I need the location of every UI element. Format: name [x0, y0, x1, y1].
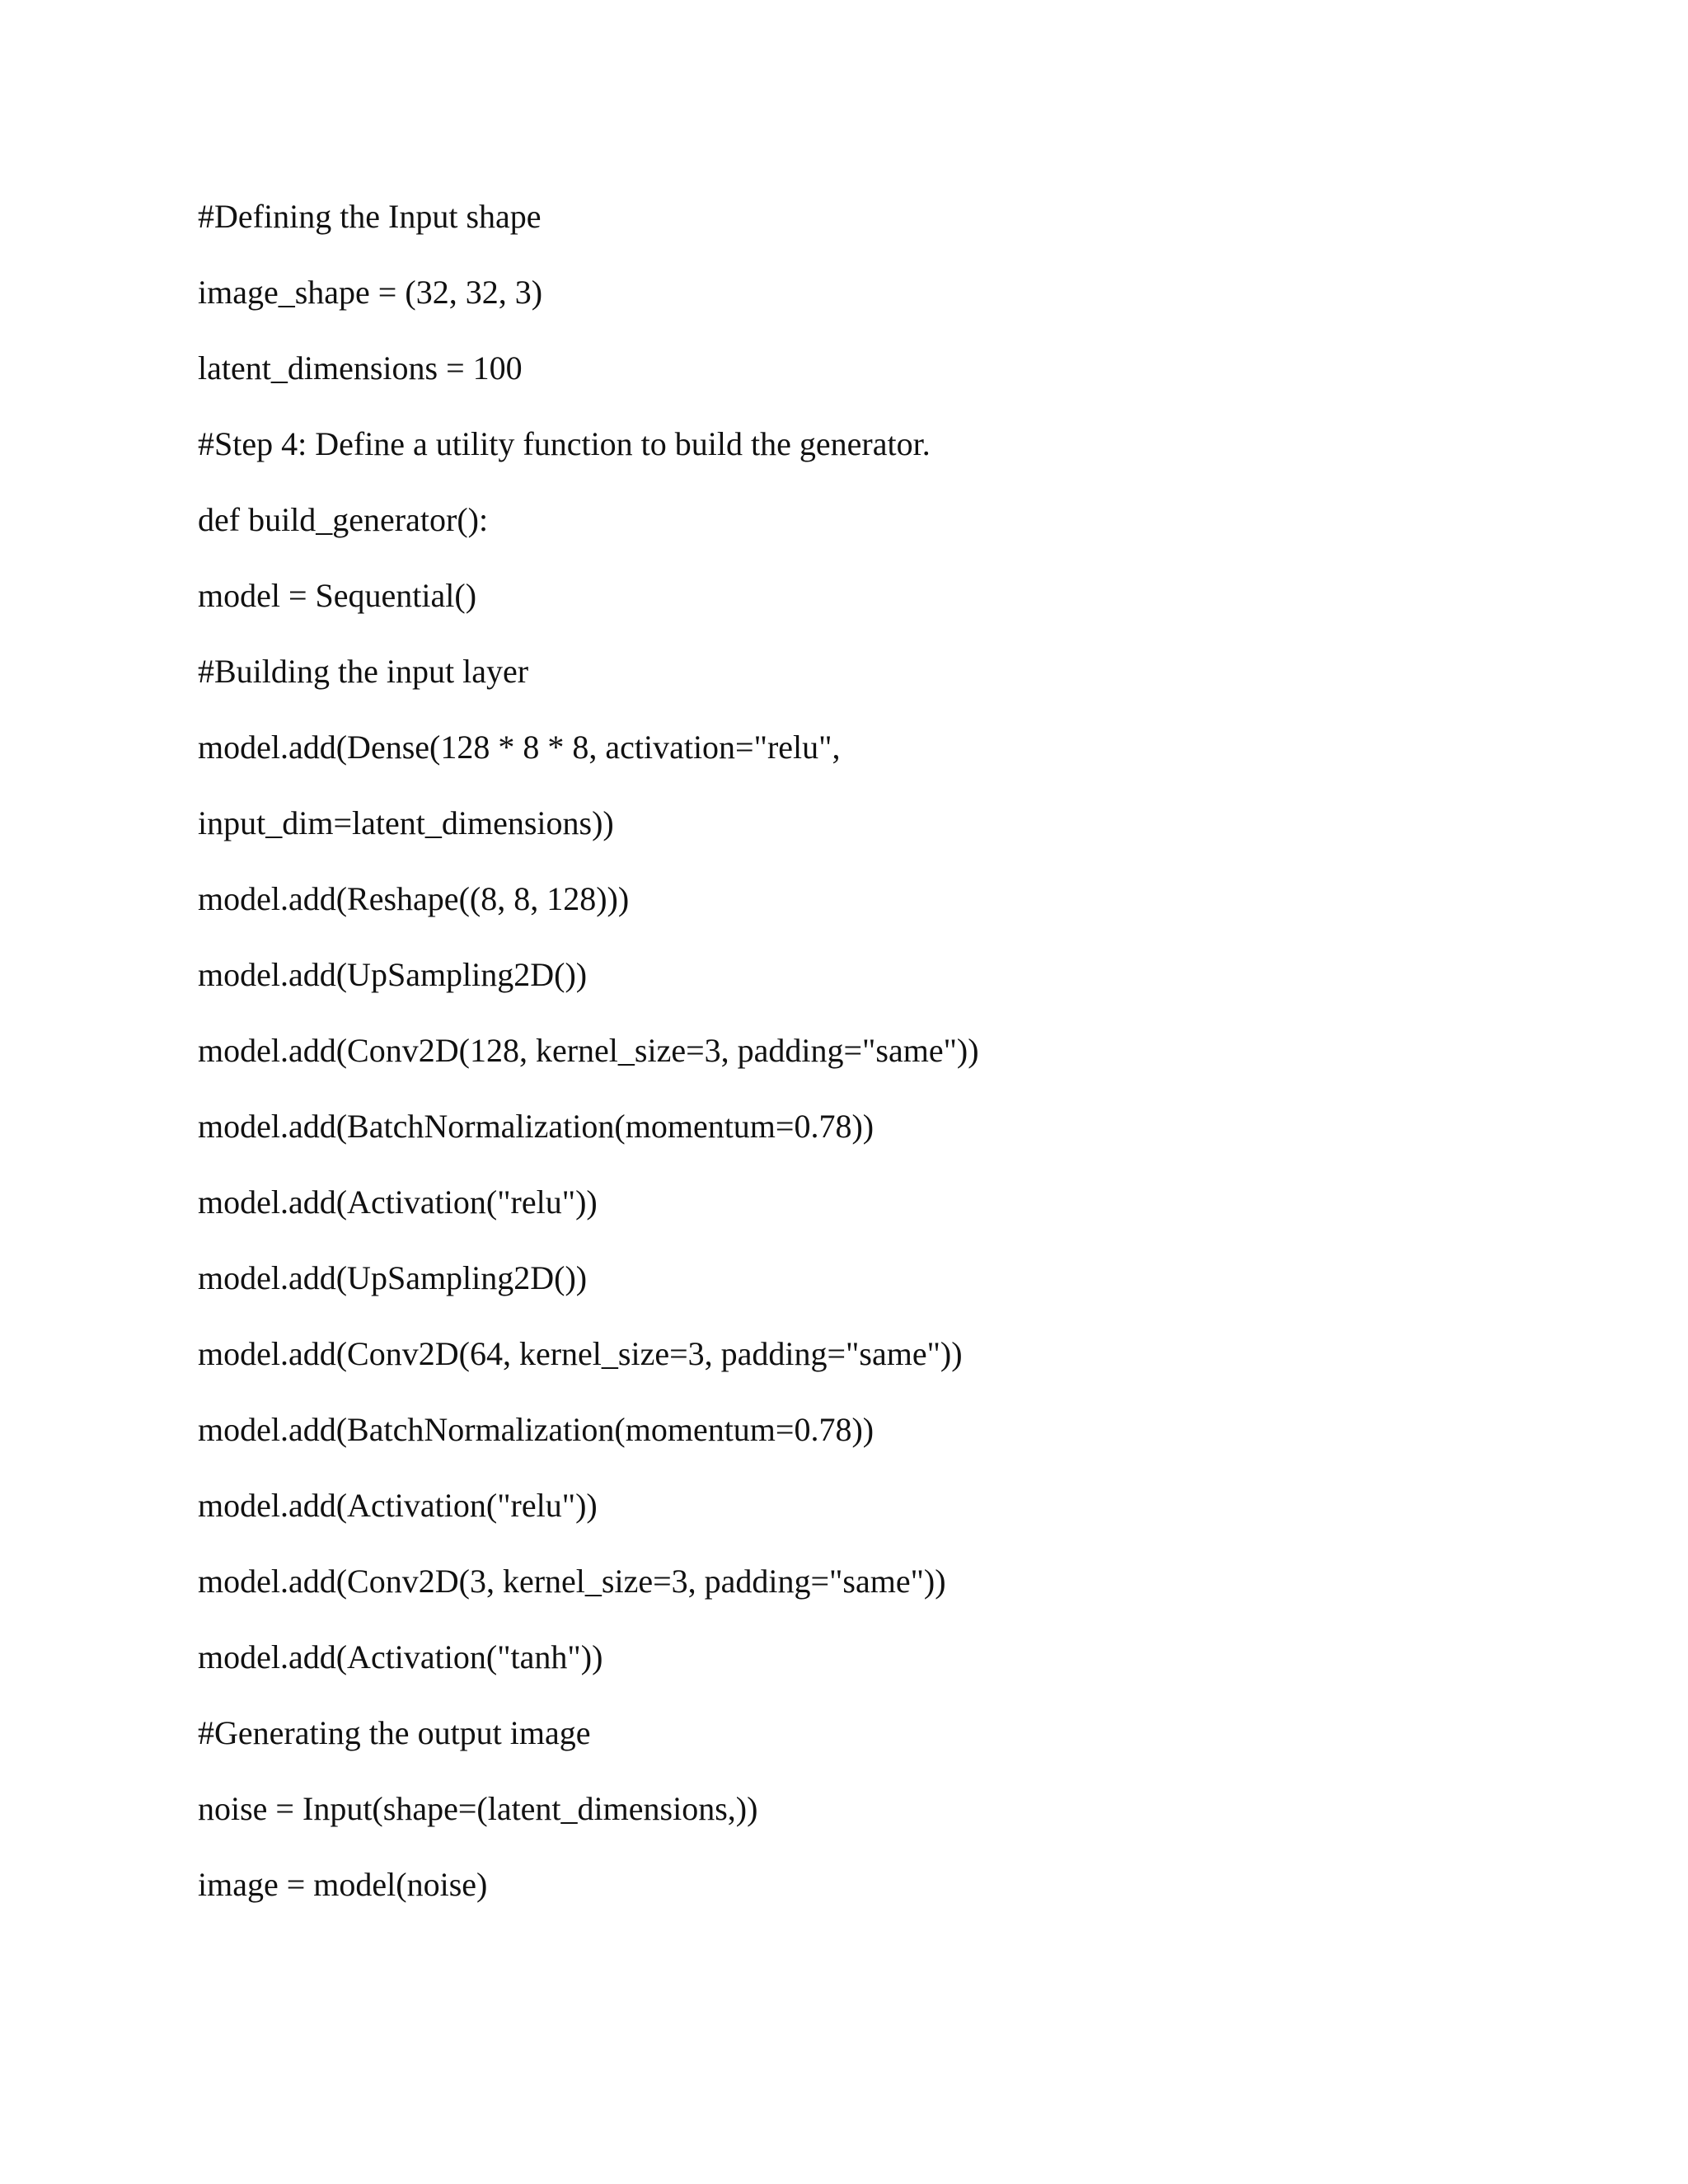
code-line: def build_generator(): [198, 501, 489, 538]
code-line: model.add(UpSampling2D()) [198, 1259, 588, 1296]
code-comment-line: #Building the input layer [198, 653, 529, 690]
code-comment-line: #Step 4: Define a utility function to build the generator. [198, 425, 931, 462]
code-comment-line: #Generating the output image [198, 1714, 591, 1751]
code-line: latent_dimensions = 100 [198, 349, 523, 387]
code-comment-line: #Defining the Input shape [198, 198, 542, 235]
code-line: model.add(Activation("relu")) [198, 1183, 598, 1221]
code-line: model.add(BatchNormalization(momentum=0.78)) [198, 1411, 874, 1448]
code-line: model = Sequential() [198, 577, 477, 614]
code-line: image = model(noise) [198, 1866, 488, 1903]
code-line: model.add(Conv2D(3, kernel_size=3, padding="same")) [198, 1563, 946, 1600]
code-line: model.add(Dense(128 * 8 * 8, activation="relu", [198, 729, 841, 766]
code-line: model.add(Conv2D(64, kernel_size=3, padding="same")) [198, 1335, 963, 1372]
code-line: model.add(Activation("relu")) [198, 1487, 598, 1524]
code-line: noise = Input(shape=(latent_dimensions,)) [198, 1790, 758, 1827]
code-line: model.add(Activation("tanh")) [198, 1638, 603, 1675]
document-body [198, 198, 1550, 1942]
code-line: model.add(UpSampling2D()) [198, 956, 588, 993]
code-line: model.add(Conv2D(128, kernel_size=3, padding="same")) [198, 1032, 979, 1069]
code-line: image_shape = (32, 32, 3) [198, 274, 543, 311]
code-line: model.add(BatchNormalization(momentum=0.78)) [198, 1108, 874, 1145]
code-line: model.add(Reshape((8, 8, 128))) [198, 880, 630, 917]
code-line: input_dim=latent_dimensions)) [198, 804, 614, 841]
